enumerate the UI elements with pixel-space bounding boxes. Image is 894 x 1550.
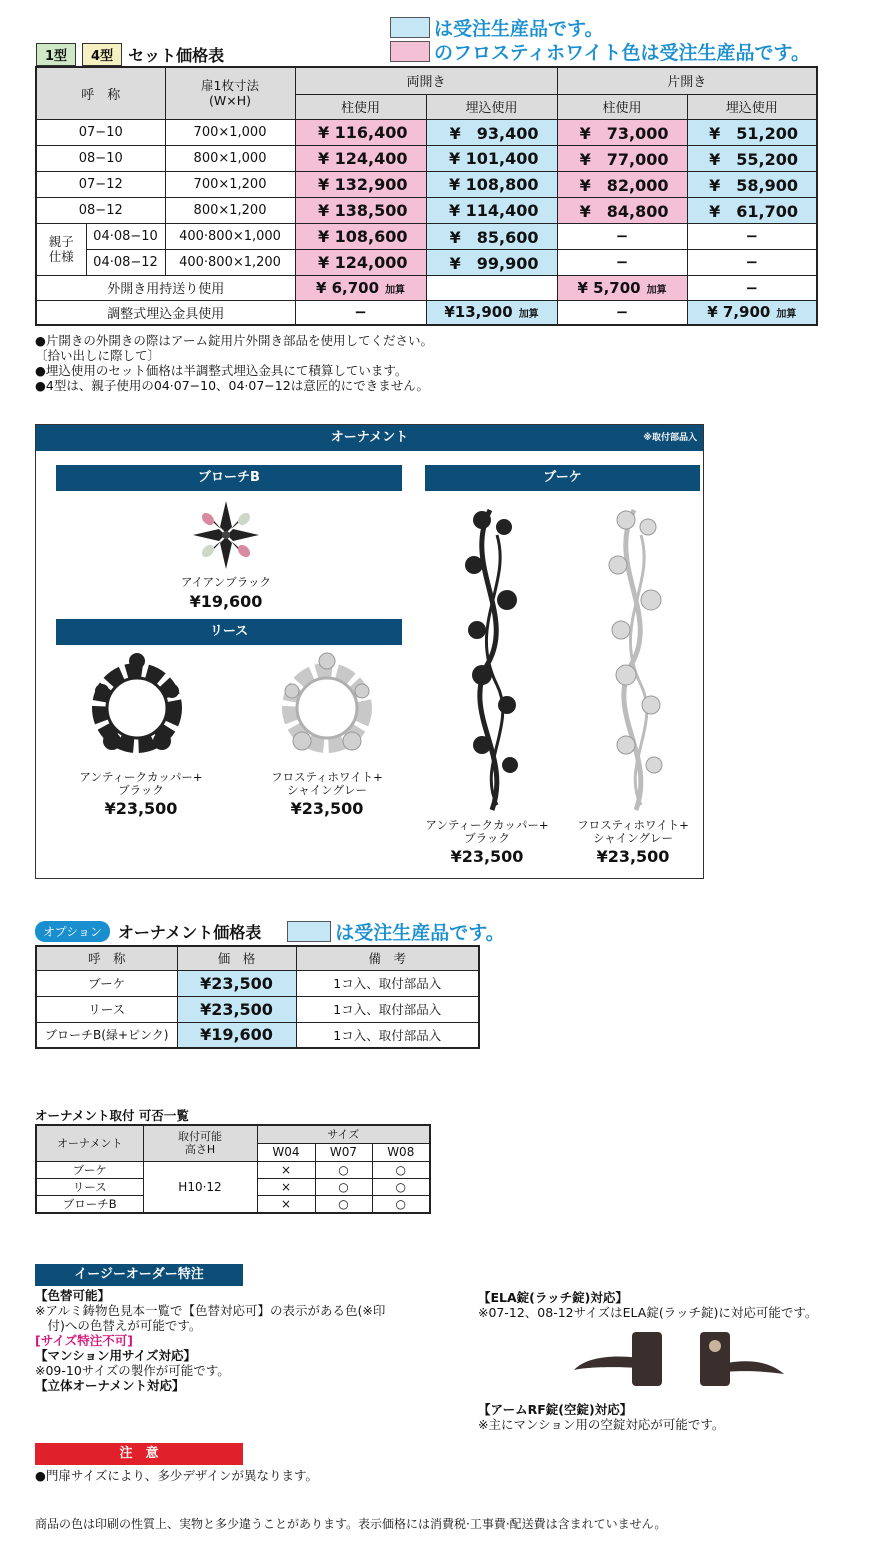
price-cell: ¥ 93,400 [426, 119, 557, 145]
option-remark: 1コ入、取付部品入 [296, 996, 479, 1022]
option-name: リース [36, 996, 177, 1022]
row-name: 外開き用持送り使用 [36, 275, 295, 300]
price-cell: ¥ 116,400 [295, 119, 426, 145]
row-size: 700×1,000 [165, 119, 295, 145]
price-cell: ¥ 99,900 [426, 249, 557, 275]
ela-text: ※07-12、08-12サイズはELA錠(ラッチ錠)に対応可能です。 [478, 1305, 818, 1320]
lever-handle-image [570, 1328, 685, 1390]
price-cell: ¥ 84,800 [557, 197, 687, 223]
price-cell: ¥ 124,400 [295, 145, 426, 171]
brooch-caption: アイアンブラック [181, 575, 271, 589]
row-name: 08−10 [36, 145, 165, 171]
wreath-banner: リース [56, 619, 402, 645]
bouquet-white-image [596, 505, 676, 815]
header-single: 片開き [557, 67, 817, 94]
table-row [36, 197, 817, 223]
price-cell: ¥ 55,200 [687, 145, 817, 171]
note-line: ●4型は、親子使用の04·07−10、04·07−12は意匠的にできません。 [35, 378, 429, 393]
price-cell: ¥ 5,700 加算 [557, 275, 687, 300]
legend-blue-swatch [390, 17, 430, 38]
table-row [36, 300, 817, 325]
compat-name: ブローチB [36, 1195, 143, 1213]
size-w08: W08 [372, 1143, 430, 1161]
size-w04: W04 [257, 1143, 315, 1161]
price-cell: ¥ 6,700 加算 [295, 275, 426, 300]
dash-cell: − [687, 275, 817, 300]
row-size: 400·800×1,000 [165, 223, 295, 249]
option-header [35, 918, 505, 945]
compat-mark: × [257, 1195, 315, 1213]
price-cell: ¥ 82,000 [557, 171, 687, 197]
bouquet-black-image [452, 505, 532, 815]
ornament-note: ※取付部品入 [643, 433, 697, 443]
wreath-black-caption: アンティークカッパー+ ブラック [79, 770, 203, 797]
option-header-price: 価 格 [177, 946, 296, 970]
compat-mark: × [257, 1161, 315, 1178]
easy-line: 【立体オーナメント対応】 [35, 1378, 185, 1393]
easy-line: ※アルミ鋳物色見本一覧で【色替対応可】の表示がある色(※印 [35, 1303, 386, 1318]
size-w07: W07 [315, 1143, 372, 1161]
bouquet-black-price: ¥23,500 [450, 847, 524, 866]
bouquet-black-caption: アンティークカッパー+ ブラック [425, 818, 549, 845]
price-cell: ¥ 61,700 [687, 197, 817, 223]
type4-tag: 4型 [82, 43, 122, 66]
header-double-post: 柱使用 [295, 94, 426, 119]
brooch-banner: ブローチB [56, 465, 402, 491]
arm-rf-section [478, 1402, 888, 1432]
ornament-banner [36, 425, 703, 451]
compat-mark: ○ [315, 1195, 372, 1213]
option-price: ¥19,600 [177, 1022, 296, 1048]
dash-cell: − [687, 223, 817, 249]
row-size: 700×1,200 [165, 171, 295, 197]
price-cell: ¥ 73,000 [557, 119, 687, 145]
set-table-title: セット価格表 [128, 46, 225, 65]
wreath-black-price: ¥23,500 [104, 799, 178, 818]
row-name: 04·08−10 [86, 223, 165, 249]
option-remark: 1コ入、取付部品入 [296, 970, 479, 996]
legend-pink [390, 38, 810, 65]
table-row [36, 223, 817, 249]
row-name: 07−12 [36, 171, 165, 197]
row-name: 調整式埋込金具使用 [36, 300, 295, 325]
header-size: 扉1枚寸法 (W×H) [165, 67, 295, 119]
row-size: 400·800×1,200 [165, 249, 295, 275]
dash-cell: − [557, 223, 687, 249]
easy-line: [サイズ特注不可] [35, 1333, 133, 1348]
option-price-table [35, 945, 480, 1049]
ela-section [478, 1290, 888, 1320]
header-double: 両開き [295, 67, 557, 94]
note-line: 〔拾い出しに際して〕 [35, 348, 161, 363]
option-price: ¥23,500 [177, 996, 296, 1022]
compat-mark: ○ [372, 1195, 430, 1213]
legend-blue-text: は受注生産品です。 [434, 18, 604, 40]
caution-banner: 注 意 [35, 1443, 243, 1465]
price-cell: ¥13,900 加算 [426, 300, 557, 325]
brooch-price: ¥19,600 [189, 592, 263, 611]
legend-pink-text: のフロスティホワイト色は受注生産品です。 [434, 42, 811, 64]
price-cell: ¥ 101,400 [426, 145, 557, 171]
note-line: ●片開きの外開きの際はアーム錠用片外開き部品を使用してください。 [35, 333, 434, 348]
arm-rf-text: ※主にマンション用の空錠対応が可能です。 [478, 1417, 725, 1432]
row-size: 800×1,000 [165, 145, 295, 171]
wreath-white-image [272, 651, 382, 761]
header-single-post: 柱使用 [557, 94, 687, 119]
empty-cell [426, 275, 557, 300]
oyako-label: 親子 仕様 [36, 223, 86, 275]
ornament-title: オーナメント [330, 430, 409, 445]
bouquet-banner: ブーケ [425, 465, 700, 491]
key-lever-image [690, 1328, 790, 1390]
bouquet-white-caption: フロスティホワイト+ シャイングレー [577, 818, 689, 845]
compat-header-size: サイズ [257, 1125, 430, 1143]
set-table-notes [35, 333, 433, 393]
price-cell: ¥ 124,000 [295, 249, 426, 275]
footer-note: 商品の色は印刷の性質上、実物と多少違うことがあります。表示価格には消費税·工事費·配送費は含まれていません。 [35, 1517, 667, 1531]
compat-table [35, 1124, 431, 1214]
table-row [36, 171, 817, 197]
row-size: 800×1,200 [165, 197, 295, 223]
price-cell: ¥ 51,200 [687, 119, 817, 145]
header-double-embed: 埋込使用 [426, 94, 557, 119]
brooch-b-image [191, 499, 261, 571]
easy-line: 付)への色替えが可能です。 [35, 1318, 202, 1333]
compat-mark: ○ [372, 1161, 430, 1178]
table-row [36, 1022, 479, 1048]
arm-rf-title: 【アームRF錠(空錠)対応】 [478, 1402, 633, 1417]
wreath-white-caption: フロスティホワイト+ シャイングレー [271, 770, 383, 797]
option-price: ¥23,500 [177, 970, 296, 996]
dash-cell: − [295, 300, 426, 325]
compat-header-ornament: オーナメント [36, 1125, 143, 1161]
table-row [36, 119, 817, 145]
price-cell: ¥ 114,400 [426, 197, 557, 223]
easy-order-banner: イージーオーダー特注 [35, 1264, 243, 1286]
table-row [36, 970, 479, 996]
price-cell: ¥ 58,900 [687, 171, 817, 197]
option-legend-swatch [287, 921, 331, 942]
compat-header-height: 取付可能 高さH [143, 1125, 257, 1161]
set-price-table [35, 66, 818, 326]
wreath-black-image [82, 651, 192, 761]
table-row [36, 1161, 430, 1178]
table-row [36, 275, 817, 300]
header-name: 呼 称 [36, 67, 165, 119]
price-cell: ¥ 7,900 加算 [687, 300, 817, 325]
dash-cell: − [557, 300, 687, 325]
easy-line: 【マンション用サイズ対応】 [35, 1348, 196, 1363]
type1-tag: 1型 [36, 43, 76, 66]
ela-title: 【ELA錠(ラッチ錠)対応】 [478, 1290, 628, 1305]
price-cell: ¥ 85,600 [426, 223, 557, 249]
compat-mark: ○ [315, 1178, 372, 1195]
table-row [36, 996, 479, 1022]
row-name: 04·08−12 [86, 249, 165, 275]
legend-pink-swatch [390, 41, 430, 62]
option-title: オーナメント価格表 [117, 923, 262, 942]
option-name: ブローチB(緑+ピンク) [36, 1022, 177, 1048]
easy-order-notes [35, 1288, 475, 1393]
ornament-box [35, 424, 704, 879]
option-legend-text: は受注生産品です。 [335, 922, 505, 944]
price-cell: ¥ 138,500 [295, 197, 426, 223]
header-single-embed: 埋込使用 [687, 94, 817, 119]
easy-line: ※09-10サイズの製作が可能です。 [35, 1363, 230, 1378]
compat-mark: × [257, 1178, 315, 1195]
option-name: ブーケ [36, 970, 177, 996]
dash-cell: − [557, 249, 687, 275]
price-cell: ¥ 108,800 [426, 171, 557, 197]
price-cell: ¥ 108,600 [295, 223, 426, 249]
easy-line: 【色替可能】 [35, 1288, 111, 1303]
compat-mark: ○ [315, 1161, 372, 1178]
price-cell: ¥ 132,900 [295, 171, 426, 197]
table-row [36, 249, 817, 275]
dash-cell: − [687, 249, 817, 275]
wreath-white-price: ¥23,500 [290, 799, 364, 818]
legend-blue [390, 14, 603, 41]
option-remark: 1コ入、取付部品入 [296, 1022, 479, 1048]
row-name: 08−12 [36, 197, 165, 223]
set-table-header [36, 43, 224, 66]
compat-height: H10·12 [143, 1161, 257, 1213]
compat-name: ブーケ [36, 1161, 143, 1178]
compat-title: オーナメント取付 可否一覧 [35, 1108, 189, 1123]
price-cell: ¥ 77,000 [557, 145, 687, 171]
bouquet-white-price: ¥23,500 [596, 847, 670, 866]
compat-name: リース [36, 1178, 143, 1195]
option-header-remarks: 備 考 [296, 946, 479, 970]
table-row [36, 145, 817, 171]
note-line: ●埋込使用のセット価格は半調整式埋込金具にて積算しています。 [35, 363, 408, 378]
row-name: 07−10 [36, 119, 165, 145]
caution-text: ●門扉サイズにより、多少デザインが異なります。 [35, 1468, 319, 1483]
option-header-name: 呼 称 [36, 946, 177, 970]
option-tag: オプション [35, 921, 110, 942]
compat-mark: ○ [372, 1178, 430, 1195]
